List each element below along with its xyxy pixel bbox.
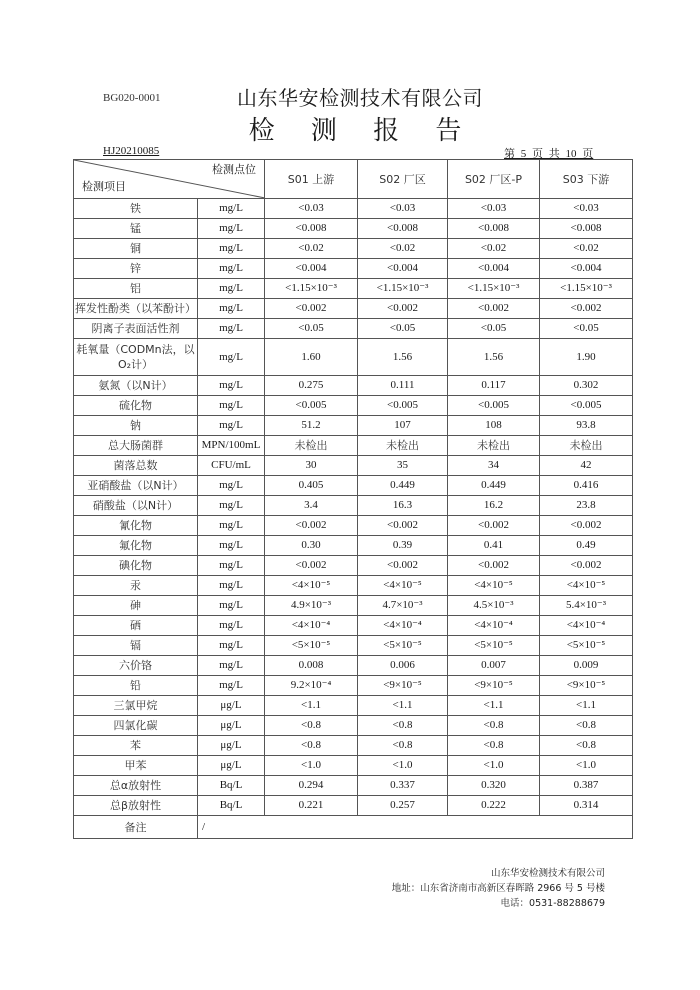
unit: mg/L [198, 416, 265, 436]
results-table [73, 159, 633, 839]
table-row [74, 319, 633, 339]
table-row [74, 516, 633, 536]
result-value: 0.49 [540, 536, 633, 556]
result-value: 0.337 [358, 776, 448, 796]
unit: mg/L [198, 516, 265, 536]
result-value: 0.405 [265, 476, 358, 496]
result-value: 9.2×10⁻⁴ [265, 676, 358, 696]
remark-label: 备注 [74, 816, 198, 839]
result-value: 4.5×10⁻³ [448, 596, 540, 616]
report-number: HJ20210085 [103, 145, 160, 157]
table-row [74, 796, 633, 816]
result-value: <1.1 [358, 696, 448, 716]
result-value: <5×10⁻⁵ [358, 636, 448, 656]
result-value: <0.002 [448, 556, 540, 576]
table-row [74, 219, 633, 239]
result-value: 4.9×10⁻³ [265, 596, 358, 616]
result-value: 34 [448, 456, 540, 476]
unit: mg/L [198, 656, 265, 676]
result-value: 0.30 [265, 536, 358, 556]
table-row [74, 199, 633, 219]
unit: mg/L [198, 199, 265, 219]
column-header-s02p: S02 厂区-P [448, 160, 540, 199]
result-value: <0.8 [265, 736, 358, 756]
result-value: 未检出 [448, 436, 540, 456]
table-row [74, 736, 633, 756]
item-name: 六价铬 [74, 656, 198, 676]
result-value: <0.05 [358, 319, 448, 339]
unit: mg/L [198, 219, 265, 239]
result-value: <0.005 [540, 396, 633, 416]
header-item-label: 检测项目 [82, 180, 126, 193]
result-value: <9×10⁻⁵ [358, 676, 448, 696]
result-value: 0.302 [540, 376, 633, 396]
item-name: 铝 [74, 279, 198, 299]
result-value: 0.007 [448, 656, 540, 676]
table-row [74, 756, 633, 776]
item-name: 总α放射性 [74, 776, 198, 796]
result-value: <1.15×10⁻³ [540, 279, 633, 299]
unit: mg/L [198, 576, 265, 596]
result-value: 5.4×10⁻³ [540, 596, 633, 616]
result-value: <0.002 [540, 556, 633, 576]
result-value: <0.004 [265, 259, 358, 279]
item-name: 铅 [74, 676, 198, 696]
result-value: 16.3 [358, 496, 448, 516]
result-value: <0.02 [265, 239, 358, 259]
item-name: 锌 [74, 259, 198, 279]
result-value: <5×10⁻⁵ [448, 636, 540, 656]
result-value: <0.005 [448, 396, 540, 416]
table-row [74, 716, 633, 736]
item-name: 锰 [74, 219, 198, 239]
table-row [74, 676, 633, 696]
item-name: 硝酸盐（以N计） [74, 496, 198, 516]
result-value: <0.008 [448, 219, 540, 239]
unit: mg/L [198, 596, 265, 616]
item-name: 氨氮（以N计） [74, 376, 198, 396]
unit: mg/L [198, 636, 265, 656]
result-value: <0.02 [358, 239, 448, 259]
result-value: 未检出 [540, 436, 633, 456]
result-value: <5×10⁻⁵ [540, 636, 633, 656]
result-value: 0.41 [448, 536, 540, 556]
result-value: 1.56 [358, 339, 448, 376]
result-value: <1.15×10⁻³ [358, 279, 448, 299]
result-value: <4×10⁻⁵ [540, 576, 633, 596]
item-name: 镉 [74, 636, 198, 656]
unit: mg/L [198, 676, 265, 696]
result-value: 0.275 [265, 376, 358, 396]
result-value: 35 [358, 456, 448, 476]
result-value: <0.002 [358, 516, 448, 536]
result-value: <1.1 [265, 696, 358, 716]
result-value: 未检出 [358, 436, 448, 456]
unit: mg/L [198, 299, 265, 319]
result-value: 107 [358, 416, 448, 436]
result-value: <0.002 [540, 299, 633, 319]
column-header-s02: S02 厂区 [358, 160, 448, 199]
result-value: <0.03 [358, 199, 448, 219]
result-value: <0.8 [448, 716, 540, 736]
result-value: <0.004 [358, 259, 448, 279]
result-value: <0.05 [265, 319, 358, 339]
result-value: 16.2 [448, 496, 540, 516]
item-name: 铜 [74, 239, 198, 259]
result-value: 0.314 [540, 796, 633, 816]
item-name: 亚硝酸盐（以N计） [74, 476, 198, 496]
table-row [74, 376, 633, 396]
item-name: 总β放射性 [74, 796, 198, 816]
item-name: 铁 [74, 199, 198, 219]
result-value: 0.006 [358, 656, 448, 676]
item-name: 菌落总数 [74, 456, 198, 476]
result-value: 1.60 [265, 339, 358, 376]
table-row [74, 616, 633, 636]
unit: mg/L [198, 616, 265, 636]
result-value: <0.005 [265, 396, 358, 416]
report-title: 检 测 报 告 [248, 116, 476, 146]
item-name: 总大肠菌群 [74, 436, 198, 456]
result-value: <0.002 [358, 299, 448, 319]
result-value: <1.1 [540, 696, 633, 716]
unit: mg/L [198, 556, 265, 576]
column-header-s01: S01 上游 [265, 160, 358, 199]
item-name: 氟化物 [74, 536, 198, 556]
result-value: <0.03 [540, 199, 633, 219]
table-row [74, 696, 633, 716]
result-value: <0.008 [540, 219, 633, 239]
item-name: 硫化物 [74, 396, 198, 416]
table-row [74, 556, 633, 576]
item-name: 甲苯 [74, 756, 198, 776]
result-value: <5×10⁻⁵ [265, 636, 358, 656]
item-name: 硒 [74, 616, 198, 636]
result-value: <0.8 [540, 716, 633, 736]
result-value: 23.8 [540, 496, 633, 516]
table-row [74, 536, 633, 556]
result-value: <0.8 [358, 716, 448, 736]
result-value: 30 [265, 456, 358, 476]
result-value: <1.15×10⁻³ [265, 279, 358, 299]
unit: μg/L [198, 716, 265, 736]
result-value: <0.8 [265, 716, 358, 736]
item-name: 钠 [74, 416, 198, 436]
table-row [74, 496, 633, 516]
result-value: 0.257 [358, 796, 448, 816]
unit: Bq/L [198, 796, 265, 816]
result-value: <0.005 [358, 396, 448, 416]
unit: CFU/mL [198, 456, 265, 476]
result-value: <4×10⁻⁵ [358, 576, 448, 596]
table-row [74, 396, 633, 416]
item-name: 三氯甲烷 [74, 696, 198, 716]
result-value: 93.8 [540, 416, 633, 436]
result-value: 1.90 [540, 339, 633, 376]
result-value: 0.449 [358, 476, 448, 496]
unit: mg/L [198, 476, 265, 496]
unit: μg/L [198, 736, 265, 756]
result-value: <0.002 [358, 556, 448, 576]
result-value: <0.008 [265, 219, 358, 239]
unit: mg/L [198, 239, 265, 259]
unit: μg/L [198, 696, 265, 716]
table-row [74, 239, 633, 259]
footer-phone: 电话：0531-88288679 [500, 898, 605, 909]
table-row [74, 776, 633, 796]
unit: MPN/100mL [198, 436, 265, 456]
unit: mg/L [198, 396, 265, 416]
item-name: 碘化物 [74, 556, 198, 576]
unit: mg/L [198, 496, 265, 516]
result-value: <1.0 [358, 756, 448, 776]
result-value: <0.03 [448, 199, 540, 219]
result-value: <0.02 [540, 239, 633, 259]
table-row [74, 636, 633, 656]
result-value: 108 [448, 416, 540, 436]
result-value: <4×10⁻⁴ [358, 616, 448, 636]
result-value: 0.387 [540, 776, 633, 796]
result-value: <0.004 [540, 259, 633, 279]
table-row [74, 416, 633, 436]
result-value: <4×10⁻⁴ [540, 616, 633, 636]
result-value: <4×10⁻⁴ [448, 616, 540, 636]
unit: mg/L [198, 376, 265, 396]
table-header-row [74, 160, 633, 199]
unit: mg/L [198, 279, 265, 299]
table-row [74, 299, 633, 319]
item-name: 苯 [74, 736, 198, 756]
result-value: <0.8 [540, 736, 633, 756]
item-name: 氰化物 [74, 516, 198, 536]
result-value: <0.05 [448, 319, 540, 339]
result-value: <0.002 [265, 516, 358, 536]
table-row [74, 279, 633, 299]
table-row [74, 259, 633, 279]
result-value: 0.008 [265, 656, 358, 676]
unit: mg/L [198, 259, 265, 279]
unit: μg/L [198, 756, 265, 776]
result-value: 0.416 [540, 476, 633, 496]
result-value: <1.15×10⁻³ [448, 279, 540, 299]
footer-company: 山东华安检测技术有限公司 [490, 868, 605, 879]
result-value: <0.002 [448, 516, 540, 536]
table-row [74, 436, 633, 456]
result-value: <0.05 [540, 319, 633, 339]
result-value: 0.221 [265, 796, 358, 816]
result-value: 0.009 [540, 656, 633, 676]
result-value: <0.8 [358, 736, 448, 756]
result-value: <0.004 [448, 259, 540, 279]
result-value: <9×10⁻⁵ [540, 676, 633, 696]
table-row [74, 339, 633, 376]
result-value: <1.0 [448, 756, 540, 776]
table-row [74, 476, 633, 496]
item-name: 砷 [74, 596, 198, 616]
diagonal-header-cell [74, 160, 265, 199]
result-value: <0.002 [265, 299, 358, 319]
result-value: 0.320 [448, 776, 540, 796]
table-row [74, 596, 633, 616]
result-value: <0.002 [265, 556, 358, 576]
remark-value: / [198, 816, 633, 839]
unit: mg/L [198, 339, 265, 376]
item-name: 挥发性酚类（以苯酚计） [74, 299, 198, 319]
result-value: 0.117 [448, 376, 540, 396]
unit: Bq/L [198, 776, 265, 796]
page-info: 第 5 页 共 10 页 [504, 148, 594, 160]
column-header-s03: S03 下游 [540, 160, 633, 199]
item-name: 四氯化碳 [74, 716, 198, 736]
result-value: 0.294 [265, 776, 358, 796]
table-row [74, 656, 633, 676]
table-row [74, 576, 633, 596]
result-value: <0.008 [358, 219, 448, 239]
table-row [74, 456, 633, 476]
item-name: 汞 [74, 576, 198, 596]
result-value: <0.002 [540, 516, 633, 536]
form-code: BG020-0001 [103, 92, 161, 104]
result-value: <1.1 [448, 696, 540, 716]
result-value: 1.56 [448, 339, 540, 376]
result-value: 0.39 [358, 536, 448, 556]
footer-address: 地址：山东省济南市高新区春晖路 2966 号 5 号楼 [391, 883, 605, 894]
result-value: 0.222 [448, 796, 540, 816]
result-value: <4×10⁻⁵ [448, 576, 540, 596]
result-value: 未检出 [265, 436, 358, 456]
result-value: 4.7×10⁻³ [358, 596, 448, 616]
result-value: <4×10⁻⁴ [265, 616, 358, 636]
result-value: 42 [540, 456, 633, 476]
result-value: 51.2 [265, 416, 358, 436]
item-name: 耗氧量（CODMn法，以O₂计） [74, 339, 198, 376]
result-value: <4×10⁻⁵ [265, 576, 358, 596]
unit: mg/L [198, 319, 265, 339]
header-location-label: 检测点位 [212, 163, 256, 176]
result-value: <1.0 [265, 756, 358, 776]
result-value: <9×10⁻⁵ [448, 676, 540, 696]
remark-row [74, 816, 633, 839]
unit: mg/L [198, 536, 265, 556]
item-name: 阴离子表面活性剂 [74, 319, 198, 339]
result-value: <0.8 [448, 736, 540, 756]
result-value: 0.449 [448, 476, 540, 496]
company-name: 山东华安检测技术有限公司 [237, 86, 483, 110]
result-value: <0.002 [448, 299, 540, 319]
result-value: 3.4 [265, 496, 358, 516]
result-value: 0.111 [358, 376, 448, 396]
result-value: <0.03 [265, 199, 358, 219]
result-value: <0.02 [448, 239, 540, 259]
footer [392, 866, 605, 911]
result-value: <1.0 [540, 756, 633, 776]
